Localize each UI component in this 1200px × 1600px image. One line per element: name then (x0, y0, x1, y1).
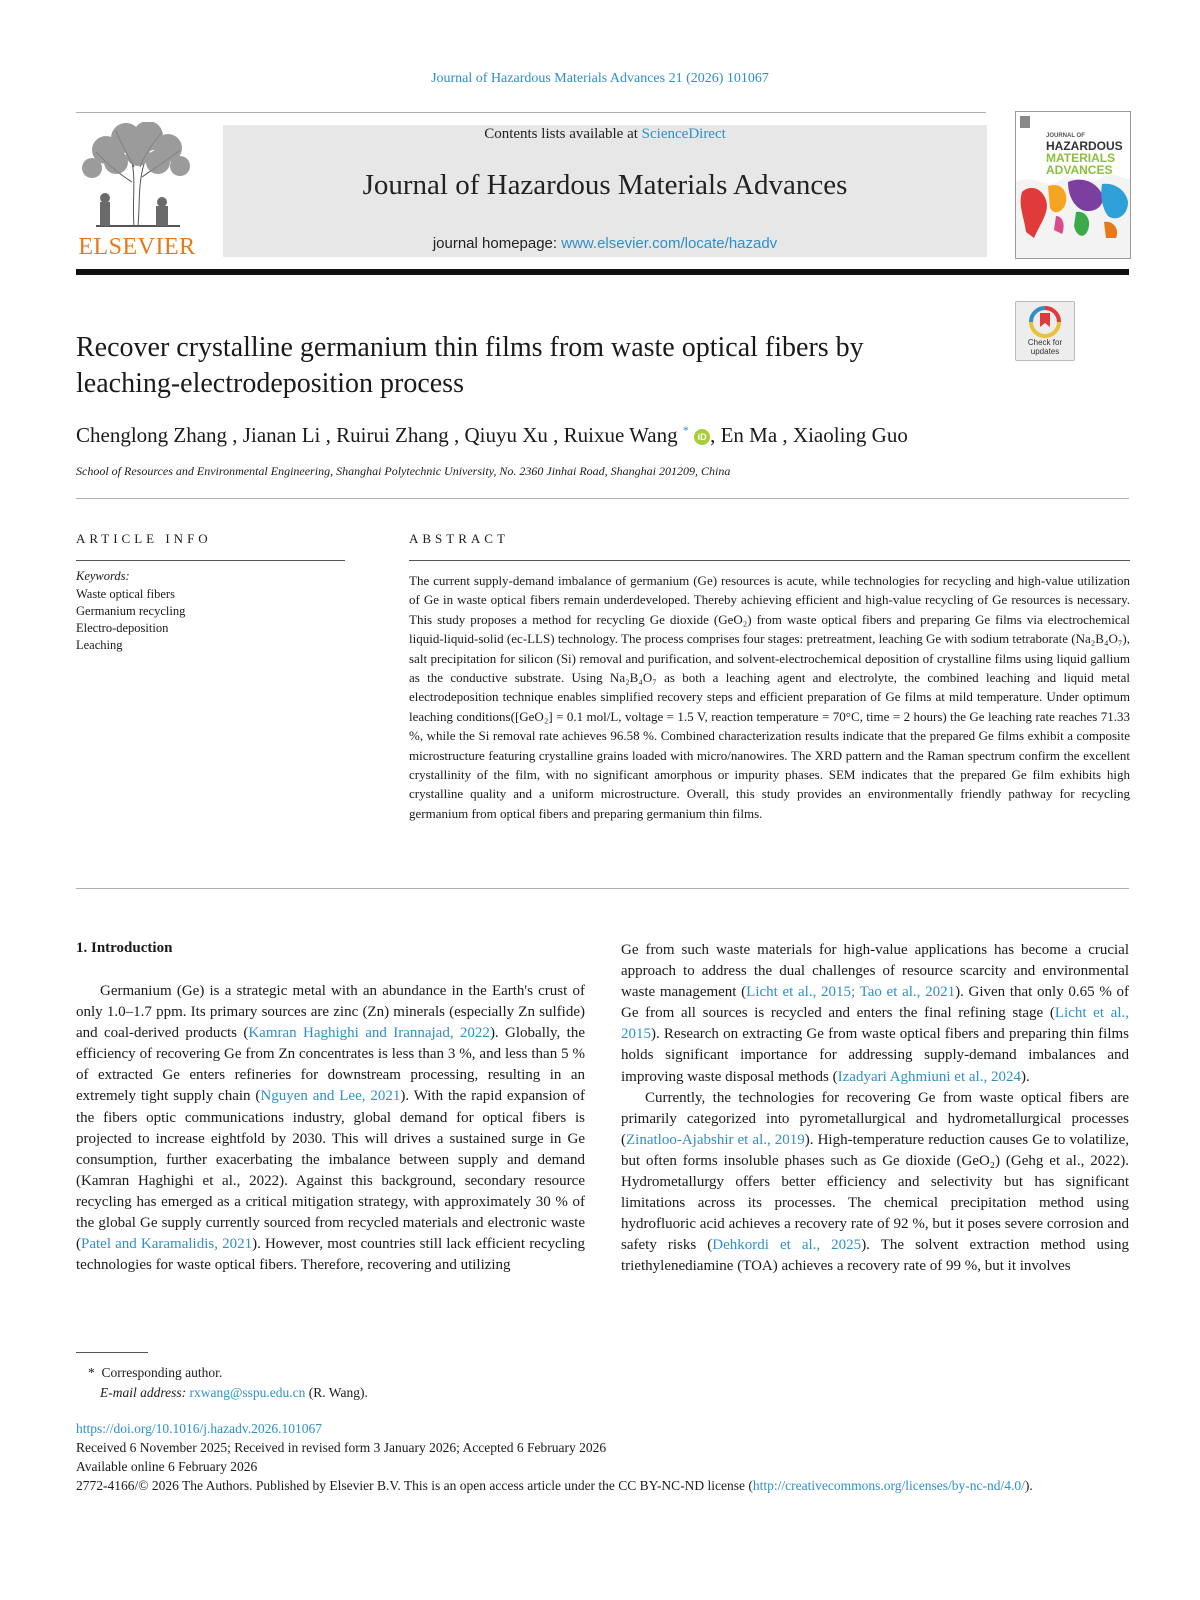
email-note: E-mail address: rxwang@sspu.edu.cn (R. Wang). (100, 1385, 368, 1400)
available-online: Available online 6 February 2026 (76, 1459, 258, 1474)
article-info-heading: ARTICLE INFO (76, 531, 212, 546)
keyword-item: Electro-deposition (76, 621, 169, 635)
license-link[interactable]: http://creativecommons.org/licenses/by-nc-nd/4.0/ (752, 1478, 1025, 1493)
reference-link[interactable]: Licht et al., 2015; Tao et al., 2021 (746, 984, 956, 1001)
corresponding-author-note: * Corresponding author. (88, 1365, 223, 1380)
abstract-heading: ABSTRACT (409, 531, 509, 546)
intro-left-column: Germanium (Ge) is a strategic metal with an abundance in the Earth's crust of only 1.0–1.7 ppm. Its primary sources are zinc (Zn) minerals (especially Zn sulfide) and coal-derived products (Kamran Haghighi and Irannajad, 2022). Globally, the efficiency of recovering Ge from Zn concentrates is less than 3 %, and less than 5 % of extracted Ge enters refineries for downstream processing, resulting in an extremely tight supply chain (Nguyen and Lee, 2021). With the rapid expansion of the fibers optic communications industry, global demand for optical fibers is projected to increase eightfold by 2030. This will drives a sustained surge in Ge consumption, further exacerbating the imbalance between supply and demand (Kamran Haghighi et al., 2022). Against this background, secondary resource recycling has emerged as a critical mitigation strategy, with approximately 30 % of the global Ge supply currently sourced from recycled materials and electronic waste (Patel and Karamalidis, 2021). However, most countries still lack efficient recycling technologies for waste optical fibers. Therefore, recovering and utilizing (76, 983, 585, 1274)
reference-link[interactable]: Patel and Karamalidis, 2021 (81, 1236, 253, 1253)
affiliation-rule (76, 498, 1129, 499)
check-for-updates-button[interactable] (1015, 301, 1075, 361)
article-info-rule (76, 560, 345, 561)
contents-line: Contents lists available at ScienceDirect (484, 126, 726, 142)
abstract-text: The current supply-demand imbalance of germanium (Ge) resources is acute, while technologies for recycling and high-value utilization of Ge in waste optical fibers remain underdeveloped. Thereby achieving efficient and high-value recycling of Ge resources is necessary. This study proposes a method for recycling Ge dioxide (GeO₂) from waste optical fibers and preparing Ge films via electrochemical liquid-liquid-solid (ec-LLS) technology. The process comprises four stages: pretreatment, leaching Ge with sodium tetraborate (Na₂B₄O₇), salt precipitation for silicon (Si) removal and purification, and solvent-electrochemical deposition of crystalline films using liquid gallium as the conductive substrate. Using Na₂B₄O₇ as both a leaching agent and electrolyte, the combined leaching and liquid metal electrodeposition technique enables simplified recovery steps and efficient preparation of Ge films at mild temperature. Under optimum leaching conditions([GeO₂] = 0.1 mol/L, voltage = 1.5 V, reaction temperature = 70°C, time = 2 hours) the Ge leaching rate reaches 71.33 %, while the Si removal rate achieves 96.58 %. Combined characterization results indicate that the prepared Ge films exhibit a composite microstructure featuring crystalline grains loaded with micro/nanowires. The XRD pattern and the Raman spectrum confirm the excellent crystallinity of the film, with no significant amorphous or impurity phases. SEM indicates that the prepared Ge film exhibits high crystalline quality and a uniform microstructure. Overall, this study provides an environmentally friendly pathway for recycling germanium from optical fibers and preparing germanium thin films. (409, 573, 1130, 821)
reference-link[interactable]: Licht et al., 2015 (621, 1005, 1129, 1043)
corresponding-author-mark[interactable]: * (682, 423, 689, 437)
doi-link[interactable]: https://doi.org/10.1016/j.hazadv.2026.101067 (76, 1421, 322, 1436)
author-list: Chenglong Zhang , Jianan Li , Ruirui Zhang , Qiuyu Xu , Ruixue Wang * iD , En Ma , Xiaoling Guo (76, 423, 908, 447)
article-title: Recover crystalline germanium thin films from waste optical fibers by leaching-electrodeposition process (76, 332, 864, 399)
header-rule (76, 112, 986, 113)
journal-cover[interactable] (1015, 111, 1131, 259)
reference-link[interactable]: Kamran Haghighi and Irannajad, 2022 (248, 1025, 490, 1042)
intro-right-column (621, 940, 1129, 1278)
affiliation: School of Resources and Environmental Engineering, Shanghai Polytechnic University, No. 2360 Jinhai Road, Shanghai 201209, China (76, 464, 731, 478)
reference-link[interactable]: Izadyari Aghmiuni et al., 2024 (837, 1068, 1021, 1085)
section-heading-introduction: 1. Introduction (76, 940, 173, 956)
sciencedirect-link[interactable]: ScienceDirect (641, 126, 726, 142)
abstract-bottom-rule (76, 888, 1129, 889)
elsevier-logo[interactable] (76, 122, 198, 262)
elsevier-tree-icon (76, 122, 198, 230)
journal-citation[interactable]: Journal of Hazardous Materials Advances 21 (2026) 101067 (431, 71, 769, 86)
email-link[interactable]: rxwang@sspu.edu.cn (189, 1385, 306, 1400)
homepage-line: journal homepage: www.elsevier.com/locate/hazadv (432, 235, 778, 252)
check-updates-label: Check for updates (1027, 338, 1063, 356)
footnote-rule (76, 1352, 148, 1353)
orcid-icon[interactable]: iD (694, 429, 710, 445)
keywords-list (76, 586, 185, 654)
abstract-rule (409, 560, 1130, 561)
reference-link[interactable]: Zinatloo-Ajabshir et al., 2019 (626, 1131, 805, 1148)
keyword-item: Germanium recycling (76, 604, 186, 618)
homepage-link[interactable]: www.elsevier.com/locate/hazadv (561, 235, 778, 252)
paragraph: Ge from such waste materials for high-value applications has become a crucial approach to address the dual challenges of resource scarcity and environmental waste management (Licht et al., 2015; Tao et al., 2021). Given that only 0.65 % of Ge from all sources is recycled and enters the final refining stage (Licht et al., 2015). Research on extracting Ge from waste optical fibers and preparing thin films holds significant importance for addressing supply-demand imbalances and improving waste disposal methods (Izadyari Aghmiuni et al., 2024). (621, 942, 1129, 1085)
cover-title: JOURNAL OF HAZARDOUS MATERIALS ADVANCES (1046, 133, 1123, 177)
license-statement: 2772-4166/© 2026 The Authors. Published by Elsevier B.V. This is an open access article under the CC BY-NC-ND license (http://creativecommons.org/licenses/by-nc-nd/4.0/). (76, 1478, 1033, 1493)
received-dates: Received 6 November 2025; Received in revised form 3 January 2026; Accepted 6 February 2026 (76, 1440, 607, 1455)
keywords-label: Keywords: (76, 569, 130, 583)
keyword-item: Waste optical fibers (76, 587, 175, 601)
reference-link[interactable]: Nguyen and Lee, 2021 (260, 1088, 401, 1105)
check-updates-icon (1016, 304, 1074, 340)
keyword-item: Leaching (76, 638, 123, 652)
journal-title: Journal of Hazardous Materials Advances (362, 169, 848, 201)
reference-link[interactable]: Dehkordi et al., 2025 (712, 1237, 862, 1254)
publisher-name: ELSEVIER (78, 234, 196, 260)
header-thick-rule (76, 269, 1129, 275)
doi-line (76, 1419, 322, 1438)
journal-banner (223, 125, 987, 257)
paragraph: Currently, the technologies for recovering Ge from waste optical fibers are primarily categorized into pyrometallurgical and hydrometallurgical processes (Zinatloo-Ajabshir et al., 2019). High-temperature reduction causes Ge to volatilize, but often forms insoluble phases such as Ge dioxide (GeO₂) (Gehg et al., 2022). Hydrometallurgy offers better efficiency and selectivity but has significant limitations across its processes. The chemical precipitation method using hydrofluoric acid achieves a recovery rate of 92 %, but it poses severe corrosion and safety risks (Dehkordi et al., 2025). The solvent extraction method using triethylenediamine (TOA) achieves a recovery rate of 99 %, but it involves (621, 1089, 1129, 1275)
